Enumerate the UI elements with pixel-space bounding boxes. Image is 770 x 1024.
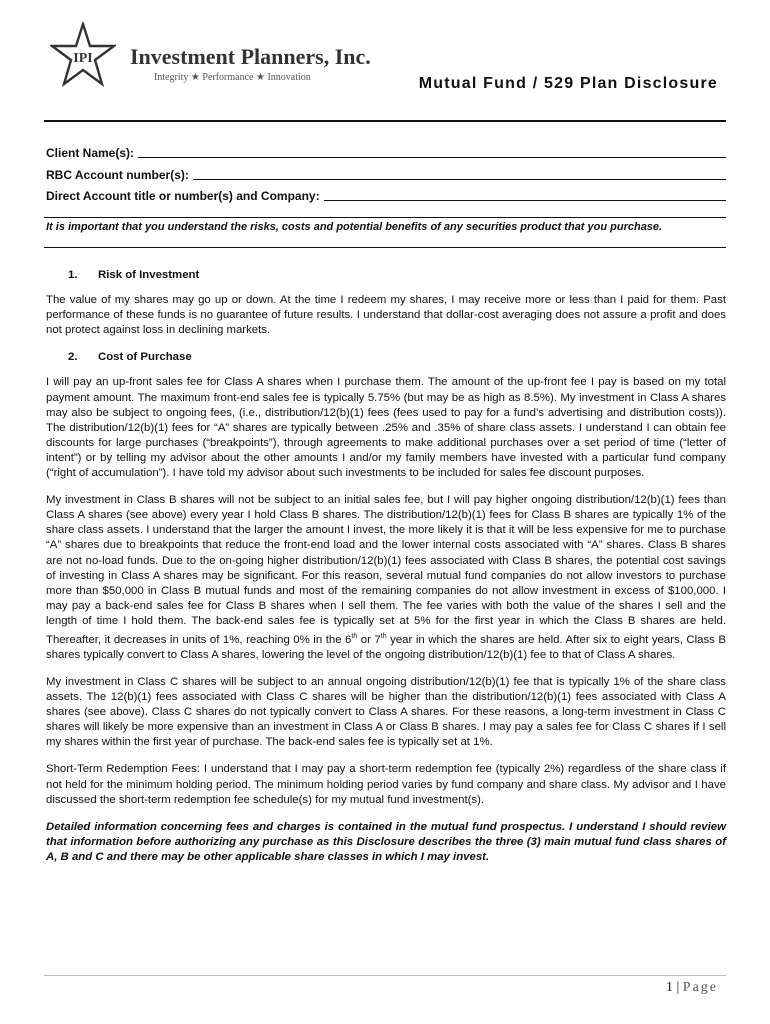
section-number: 2. — [68, 351, 78, 364]
section-title: Risk of Investment — [98, 269, 200, 281]
risk-paragraph: The value of my shares may go up or down. At the time I redeem my shares, I may receive more or less than I paid for them. Past performance of these funds is no guarantee of future results. I understand that dollar-cost averaging does not assure a profit and does not protect against loss in declining markets. — [46, 294, 726, 337]
page-label: Page — [682, 980, 718, 995]
rbc-account-field — [46, 165, 726, 187]
class-a-paragraph: I will pay an up-front sales fee for Class A shares when I purchase them. The amount of the up-front fee I pay is based on my total payment amount. The maximum front-end sales fee is typically 5.75% (but may be as high as 8.5%). My investment in Class A shares may also be subject to ongoing fees, (i.e., distribution/12(b)(1) fees (fees used to pay for a fund’s advertising and distribution costs)). The distribution/12(b)(1) fees for “A” shares are typically between .25% and .35% of share class assets. I understand I can obtain fee discounts for large purchases (“breakpoints”), through agreements to make additional purchases over a set period of time (“letter of intent”) or by telling my advisor about the other amounts I and/or my family members have invested with a particular fund company (“right of accumulation”). I have told my advisor about such investments to be included for sales fee discount purposes. — [46, 376, 726, 480]
footer-divider — [44, 975, 726, 976]
direct-account-label: Direct Account title or number(s) and Company: — [46, 189, 320, 203]
client-name-label: Client Name(s): — [46, 146, 135, 160]
header-divider — [44, 120, 726, 122]
class-c-paragraph: My investment in Class C shares will be subject to an annual ongoing distribution/12(b)(1) fee that is typically 1% of the share class assets. The 12(b)(1) fees associated with Class C shares will be higher than the distribution/12(b)(1) fees associated with Class A shares (see above). Class C shares do not typically convert to Class A shares. For these reasons, a long-term investment in Class C shares will likely be more expensive than an investment in Class A or Class B shares. I may pay a sales fee for Class C shares if I sell my shares within the first year of purchase. The back-end sales fee is typically set at 1%. — [46, 675, 726, 749]
prospectus-notice: Detailed information concerning fees and charges is contained in the mutual fund prospectus. I understand I should review that information before authorizing any purchase as this Disclosure describes the three (3) main mutual fund class shares of A, B and C and there may be other applicable share classes in which I may invest. — [46, 820, 726, 863]
section-heading-cost — [46, 350, 726, 365]
fields-divider — [44, 217, 726, 218]
direct-account-input[interactable] — [324, 186, 726, 201]
class-b-text-2: or 7 — [357, 633, 381, 646]
class-b-paragraph — [46, 493, 726, 663]
section-title: Cost of Purchase — [98, 351, 192, 364]
company-name: Investment Planners, Inc. — [130, 44, 371, 69]
rbc-account-input[interactable] — [193, 165, 726, 180]
client-name-input[interactable] — [138, 143, 726, 158]
client-fields — [46, 143, 726, 208]
page-footer — [666, 980, 718, 996]
rbc-account-label: RBC Account number(s): — [46, 167, 189, 182]
logo-mark-text: IPI — [73, 51, 93, 66]
class-b-text-3: year in which the shares are held. After six to eight years, Class B shares typically convert to Class A shares, lowering the level of the ongoing distribution/12(b)(1) fee to that of Class A shares. — [46, 633, 727, 661]
section-number: 1. — [68, 269, 78, 281]
document-title: Mutual Fund / 529 Plan Disclosure — [418, 75, 718, 92]
company-logo — [50, 22, 371, 88]
important-notice: It is important that you understand the risks, costs and potential benefits of any securities product that you purchase. — [46, 221, 663, 233]
company-tagline: Integrity ★ Performance ★ Innovation — [154, 72, 311, 83]
disclosure-body — [46, 268, 726, 865]
page-number: 1 — [665, 980, 673, 995]
section-heading-risk — [46, 268, 726, 283]
notice-divider — [44, 247, 726, 248]
star-logo-icon — [50, 22, 116, 88]
redemption-fees-paragraph: Short-Term Redemption Fees: I understand that I may pay a short-term redemption fee (typically 2%) regardless of the share class if not held for the minimum holding period. The minimum holding period varies by fund company and share class. My advisor and I have discussed the short-term redemption fee schedule(s) for my mutual fund investment(s). — [46, 763, 726, 806]
superscript-th: th — [380, 632, 387, 640]
page-separator: | — [676, 980, 680, 995]
client-name-field — [46, 143, 726, 165]
superscript-th: th — [351, 632, 358, 640]
direct-account-field — [46, 186, 726, 208]
class-b-text-1: My investment in Class B shares will not be subject to an initial sales fee, but I will pay higher ongoing distribution/12(b)(1) fees than Class A shares (see above) every year I hold Class B shares. The distribution/12(b)(1) fees for Class B shares are typically 1% of the share class assets. I understand that the larger the amount I invest, the more likely it is that it will be less expensive for me to purchase “A” shares due to breakpoints that reduce the front-end load and the lower internal costs associated with “A” shares. Class B shares are not no-load funds. Due to the on-going higher distribution/12(b)(1) fees associated with Class B shares, the potential cost savings of investing in Class A shares may be significant. For this reason, several mutual fund companies do not allow investors to purchase more than $50,000 in Class B mutual funds and most of the remaining companies do not allow investment in excess of $100,000. I may pay a back-end sales fee for Class B shares when I sell them. The fee varies with both the value of the shares I sell and the length of time I hold them. The back-end sales fee is typically set at 5% for the first year in which the Class B shares are held. Thereafter, it decreases in units of 1%, reaching 0% in the 6 — [46, 494, 726, 646]
